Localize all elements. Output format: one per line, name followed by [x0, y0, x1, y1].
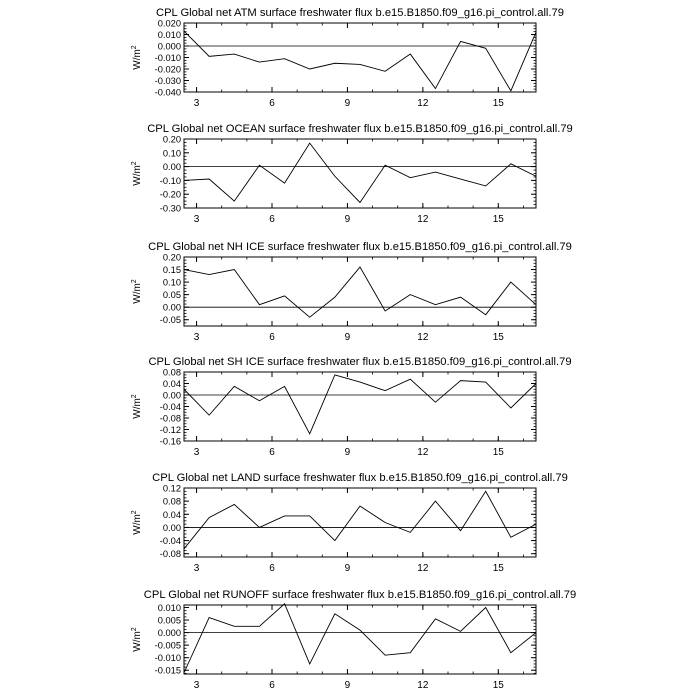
y-tick-label: 0.00	[162, 162, 181, 173]
y-axis-label-unit: W/m	[132, 631, 143, 652]
x-tick-label: 15	[492, 214, 504, 225]
x-tick-label: 12	[417, 98, 429, 109]
series-line	[184, 267, 536, 317]
series-line	[184, 375, 536, 434]
y-tick-label: -0.08	[159, 413, 181, 424]
y-tick-label: 0.020	[157, 18, 181, 29]
x-tick-label: 6	[269, 214, 275, 225]
series-line	[184, 143, 536, 202]
plot-frame	[184, 488, 536, 557]
y-axis-label-exponent: 2	[131, 161, 138, 166]
y-tick-label: -0.10	[159, 175, 181, 186]
plot-frame	[184, 23, 536, 92]
y-tick-label: -0.30	[159, 203, 181, 214]
x-tick-label: 9	[344, 563, 351, 574]
x-tick-label: 9	[344, 98, 351, 109]
y-tick-label: 0.08	[162, 367, 181, 378]
y-axis-label-unit: W/m	[132, 283, 143, 304]
panel-title: CPL Global net OCEAN surface freshwater flux b.e15.B1850.f09_g16.pi_control.all.79	[147, 123, 573, 135]
y-tick-label: -0.12	[159, 425, 181, 435]
x-tick-label: 3	[193, 332, 200, 343]
y-axis-label	[131, 279, 143, 304]
y-tick-label: -0.04	[159, 402, 181, 412]
panel-3	[131, 356, 572, 458]
x-tick-label: 6	[269, 332, 275, 343]
y-tick-label: 0.20	[162, 252, 181, 263]
y-tick-label: 0.010	[157, 603, 181, 614]
panel-title: CPL Global net NH ICE surface freshwater flux b.e15.B1850.f09_g16.pi_control.all.79	[148, 241, 572, 253]
x-tick-label: 12	[417, 332, 429, 343]
y-tick-label: -0.020	[154, 64, 181, 75]
x-tick-label: 9	[344, 332, 351, 343]
x-tick-label: 6	[269, 447, 275, 458]
x-tick-label: 15	[492, 680, 504, 691]
y-tick-label: 0.10	[162, 277, 181, 288]
y-tick-label: 0.12	[162, 483, 181, 494]
panel-2	[131, 241, 572, 343]
y-tick-label: 0.04	[162, 379, 181, 389]
y-tick-label: -0.005	[154, 640, 181, 651]
y-axis-label-unit: W/m	[132, 398, 143, 419]
series-line	[184, 604, 536, 673]
y-axis-label-unit: W/m	[132, 49, 143, 70]
x-tick-label: 15	[492, 447, 504, 458]
x-tick-label: 12	[417, 680, 429, 691]
x-tick-label: 3	[193, 447, 200, 458]
panel-5	[131, 589, 576, 691]
x-tick-label: 3	[193, 214, 200, 225]
x-tick-label: 15	[492, 563, 504, 574]
y-tick-label: -0.010	[154, 53, 181, 63]
y-tick-label: 0.000	[157, 628, 181, 639]
panel-title: CPL Global net SH ICE surface freshwater flux b.e15.B1850.f09_g16.pi_control.all.79	[148, 356, 572, 368]
x-tick-label: 3	[193, 98, 200, 109]
panel-1	[131, 123, 573, 225]
x-tick-label: 12	[417, 563, 429, 574]
x-tick-label: 9	[344, 214, 351, 225]
series-line	[184, 491, 536, 548]
x-tick-label: 12	[417, 214, 429, 225]
y-tick-label: -0.16	[159, 436, 181, 447]
y-axis-label-unit: W/m	[132, 165, 143, 186]
y-tick-label: 0.010	[157, 30, 181, 40]
x-tick-label: 15	[492, 332, 504, 343]
y-axis-label-unit: W/m	[132, 514, 143, 535]
y-tick-label: 0.20	[162, 134, 181, 145]
y-axis-label-exponent: 2	[131, 394, 138, 399]
panel-title: CPL Global net RUNOFF surface freshwater flux b.e15.B1850.f09_g16.pi_control.all.79	[143, 589, 577, 601]
y-tick-label: 0.00	[162, 302, 181, 313]
x-tick-label: 3	[193, 563, 200, 574]
y-tick-label: 0.15	[162, 265, 181, 276]
y-tick-label: 0.005	[157, 615, 181, 626]
panel-4	[131, 472, 568, 574]
x-tick-label: 3	[193, 680, 200, 691]
y-axis-label	[131, 627, 143, 652]
y-axis-label	[131, 394, 143, 419]
y-axis-label-exponent: 2	[131, 510, 138, 515]
y-axis-label-exponent: 2	[131, 627, 138, 632]
y-tick-label: 0.04	[162, 509, 181, 520]
x-tick-label: 9	[344, 447, 351, 458]
y-tick-label: -0.08	[159, 549, 181, 560]
y-tick-label: -0.20	[159, 189, 181, 200]
x-tick-label: 6	[269, 98, 275, 109]
y-tick-label: 0.00	[162, 390, 181, 401]
series-line	[184, 31, 536, 91]
y-tick-label: -0.030	[154, 76, 181, 86]
y-tick-label: -0.040	[154, 87, 181, 98]
x-tick-label: 15	[492, 98, 504, 109]
panel-0	[131, 7, 564, 109]
panel-title: CPL Global net ATM surface freshwater flux b.e15.B1850.f09_g16.pi_control.all.79	[156, 7, 564, 19]
y-tick-label: -0.010	[154, 653, 181, 664]
panels-group	[131, 7, 576, 691]
y-axis-label-exponent: 2	[131, 279, 138, 284]
y-tick-label: 0.10	[162, 148, 181, 159]
y-tick-label: 0.05	[162, 290, 181, 301]
y-tick-label: -0.05	[159, 315, 181, 326]
x-tick-label: 6	[269, 680, 275, 691]
y-tick-label: 0.00	[162, 522, 181, 533]
panel-title: CPL Global net LAND surface freshwater flux b.e15.B1850.f09_g16.pi_control.all.79	[152, 472, 568, 484]
y-tick-label: -0.015	[154, 665, 181, 676]
y-tick-label: 0.08	[162, 496, 181, 507]
plot-frame	[184, 605, 536, 674]
y-axis-label	[131, 45, 143, 70]
y-axis-label-exponent: 2	[131, 45, 138, 50]
y-axis-label	[131, 161, 143, 186]
y-tick-label: -0.04	[159, 536, 181, 547]
y-tick-label: 0.000	[157, 41, 181, 52]
x-tick-label: 12	[417, 447, 429, 458]
y-axis-label	[131, 510, 143, 535]
x-tick-label: 6	[269, 563, 275, 574]
x-tick-label: 9	[344, 680, 351, 691]
